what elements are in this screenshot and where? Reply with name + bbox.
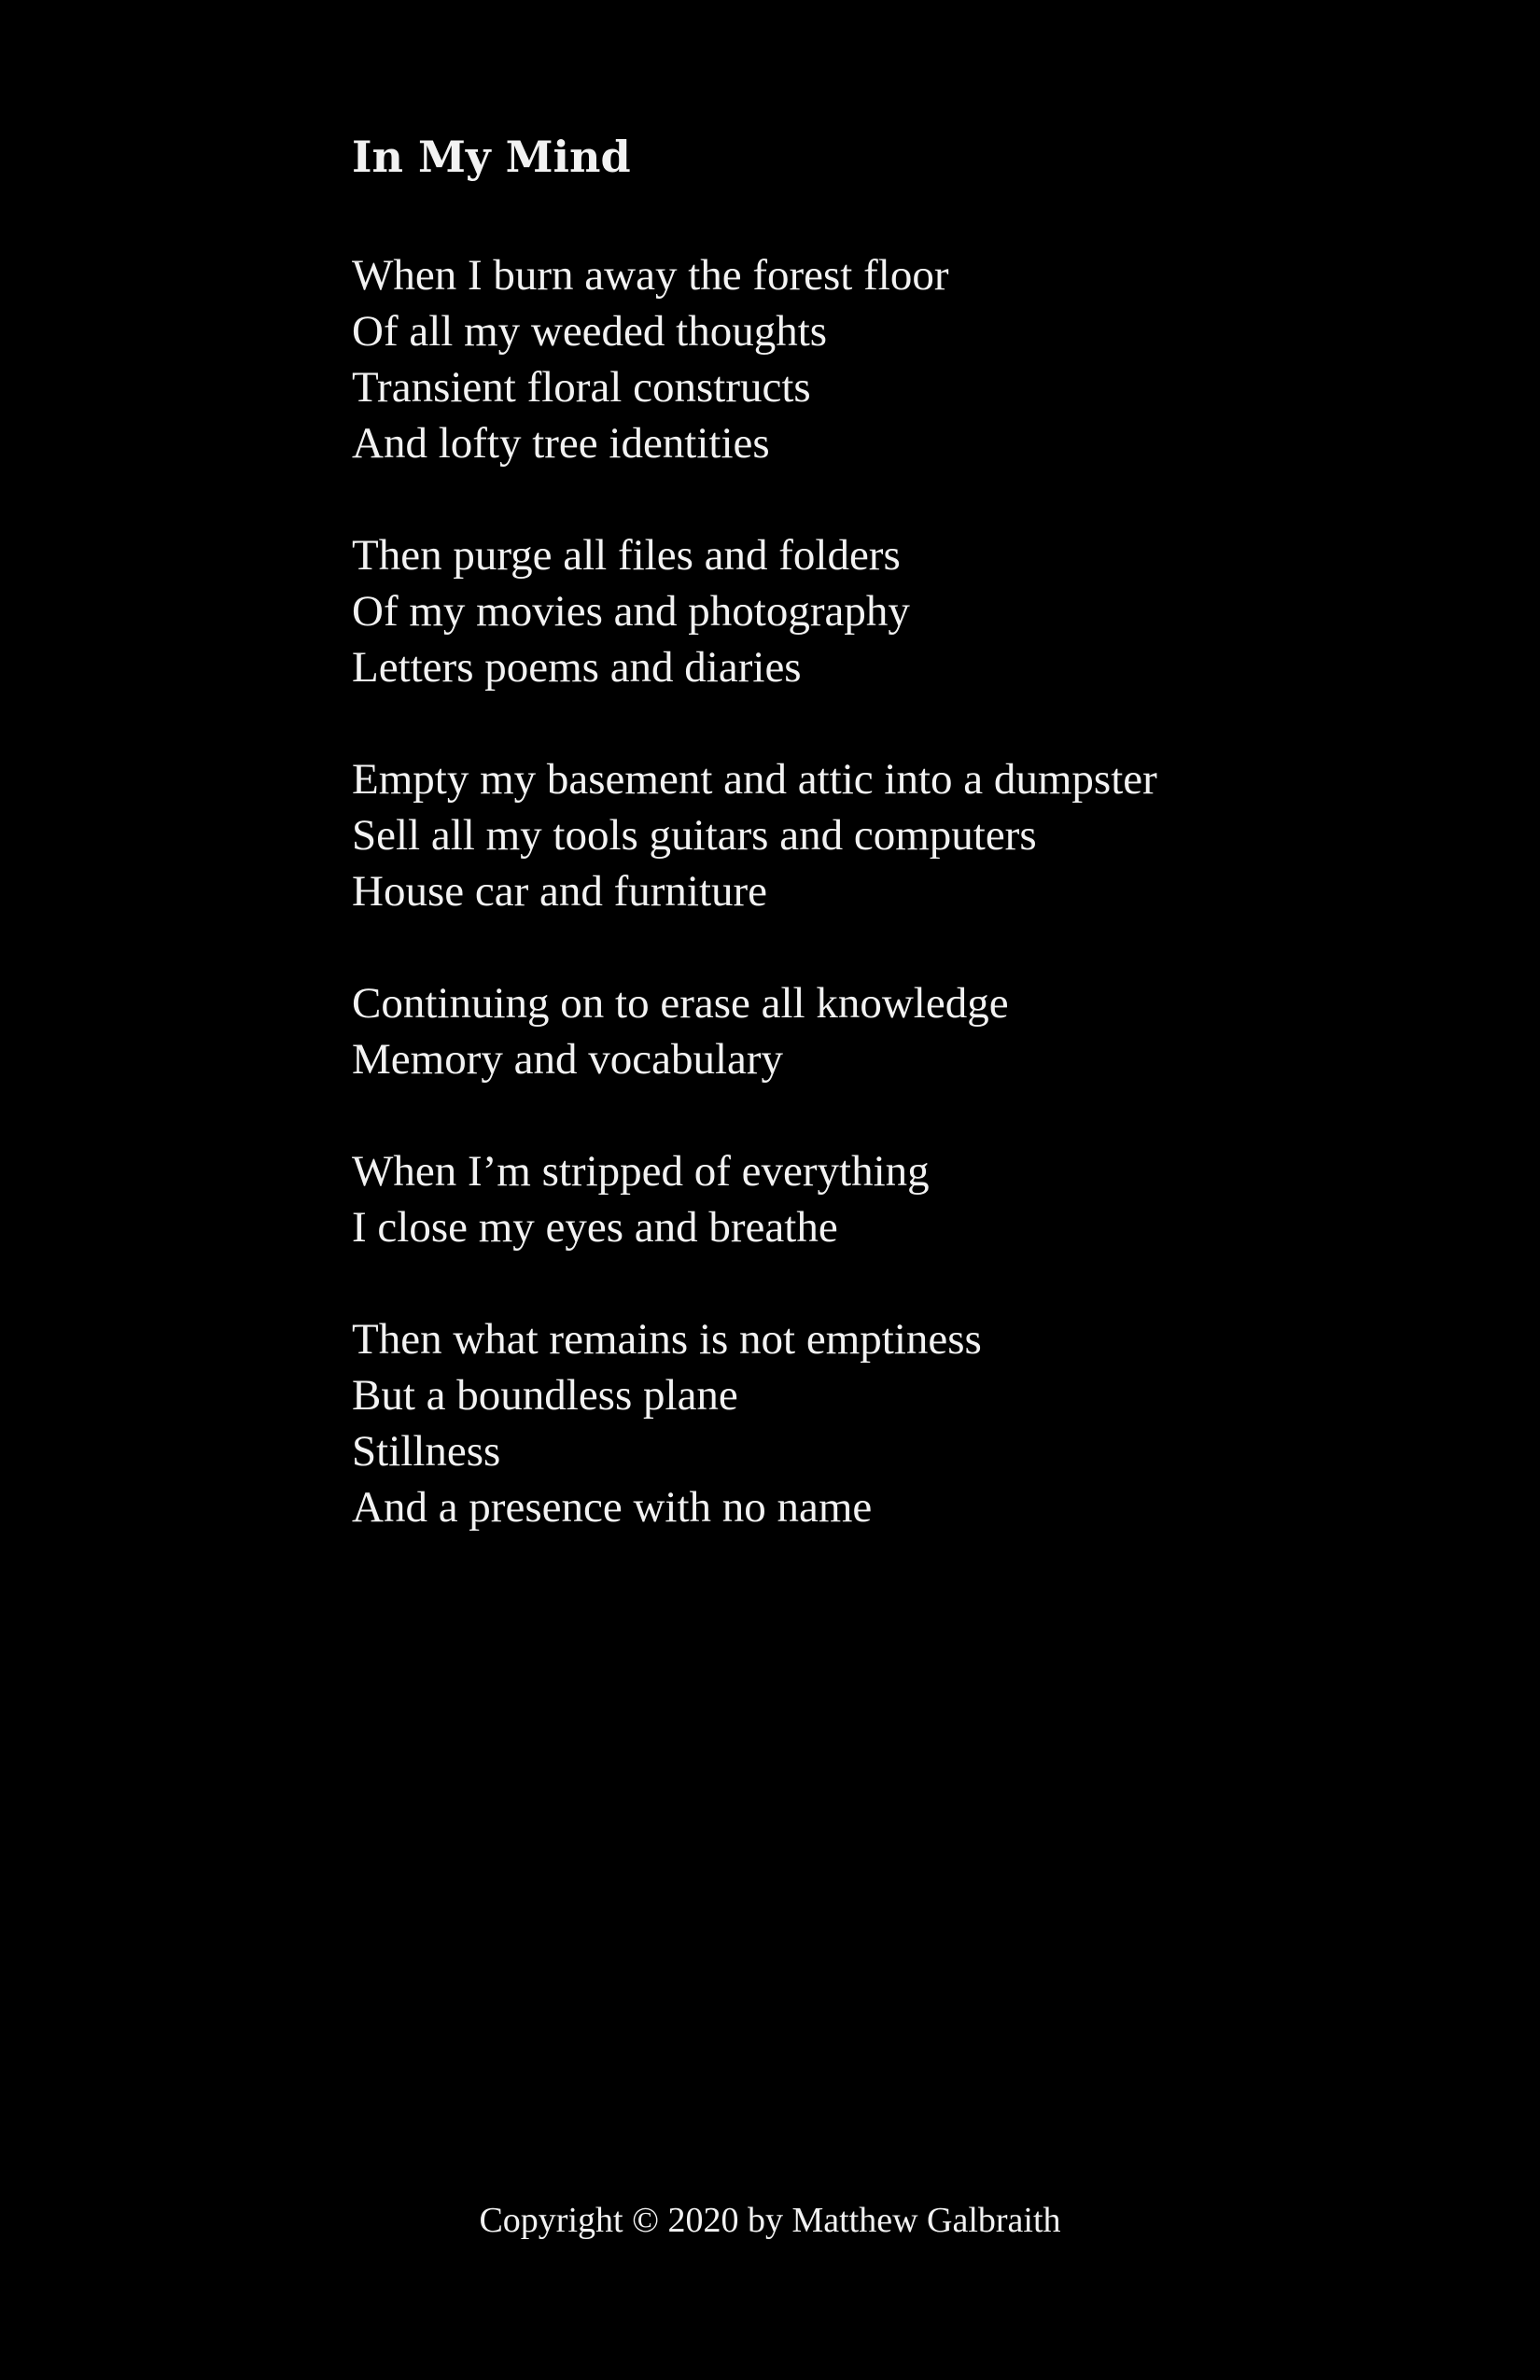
poem-line: Letters poems and diaries — [352, 643, 802, 692]
stanza-2 — [352, 527, 1472, 695]
poem-line: Transient floral constructs — [352, 363, 811, 412]
poem-line: Then purge all files and folders — [352, 531, 901, 580]
poem-line: And a presence with no name — [352, 1483, 873, 1532]
poem-line: Stillness — [352, 1427, 501, 1476]
poem-line: Memory and vocabulary — [352, 1035, 784, 1084]
stanza-3 — [352, 751, 1472, 919]
copyright-notice: Copyright © 2020 by Matthew Galbraith — [479, 2201, 1061, 2240]
poem-line: House car and furniture — [352, 867, 768, 916]
poem-line: Of all my weeded thoughts — [352, 307, 828, 356]
poem-line: Continuing on to erase all knowledge — [352, 979, 1009, 1028]
poem-body — [352, 247, 1472, 1591]
poem-line: And lofty tree identities — [352, 419, 770, 468]
poem-line: When I’m stripped of everything — [352, 1147, 930, 1196]
poem-line: Sell all my tools guitars and computers — [352, 811, 1037, 860]
poem-line: I close my eyes and breathe — [352, 1203, 838, 1252]
stanza-4 — [352, 975, 1472, 1087]
poem-line: When I burn away the forest floor — [352, 251, 949, 300]
poem-line: Empty my basement and attic into a dumpster — [352, 755, 1157, 804]
poem-line: Of my movies and photography — [352, 587, 910, 636]
stanza-6 — [352, 1311, 1472, 1535]
stanza-1 — [352, 247, 1472, 471]
poem-line: But a boundless plane — [352, 1371, 738, 1420]
poem-title: In My Mind — [352, 132, 631, 182]
poem-line: Then what remains is not emptiness — [352, 1315, 982, 1364]
stanza-5 — [352, 1143, 1472, 1255]
